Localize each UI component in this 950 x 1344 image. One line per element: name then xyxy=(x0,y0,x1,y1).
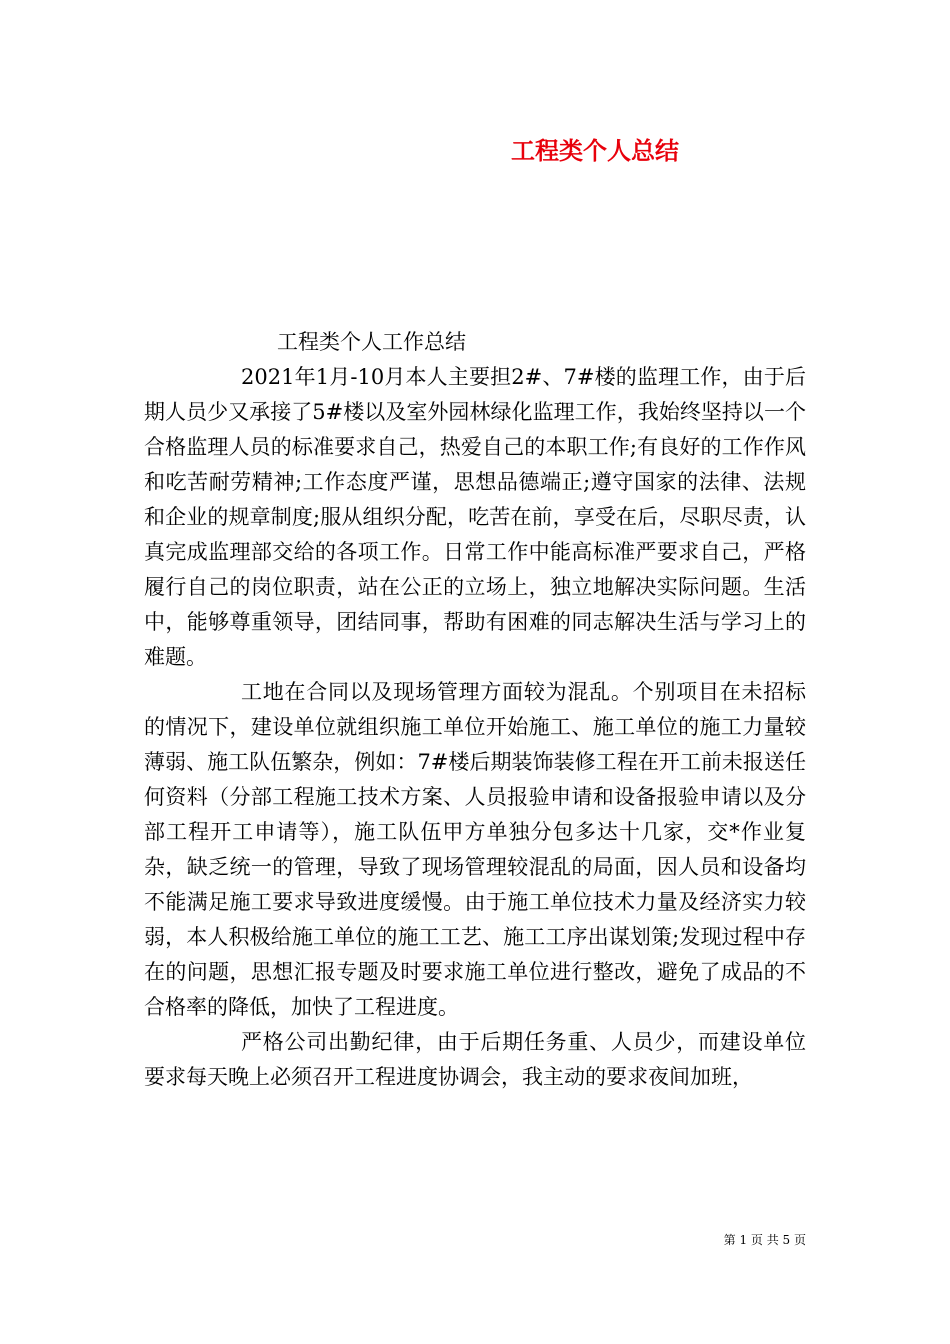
page-number: 第 1 页 共 5 页 xyxy=(723,1233,806,1247)
paragraph: 工地在合同以及现场管理方面较为混乱。个别项目在未招标的情况下，建设单位就组织施工单位开始施工、施工单位的施工力量较薄弱、施工队伍繁杂，例如：7#楼后期装饰装修工程在开工前未报送任何资料（分部工程施工技术方案、人员报验申请和设备报验申请以及分部工程开工申请等），施工队伍甲方单独分包多达十几家，交*作业复杂，缺乏统一的管理，导致了现场管理较混乱的局面，因人员和设备均不能满足施工要求导致进度缓慢。由于施工单位技术力量及经济实力较弱，本人积极给施工单位的施工工艺、施工工序出谋划策;发现过程中存在的问题，思想汇报专题及时要求施工单位进行整改，避免了成品的不合格率的降低，加快了工程进度。 xyxy=(144,680,806,1019)
document-body xyxy=(144,325,806,1095)
paragraph: 严格公司出勤纪律，由于后期任务重、人员少，而建设单位要求每天晚上必须召开工程进度协调会，我主动的要求夜间加班， xyxy=(144,1030,806,1089)
document-subtitle: 工程类个人工作总结 xyxy=(277,330,466,354)
paragraph: 2021年1月-10月本人主要担2#、7#楼的监理工作，由于后期人员少又承接了5#楼以及室外园林绿化监理工作，我始终坚持以一个合格监理人员的标准要求自己，热爱自己的本职工作;有良好的工作作风和吃苦耐劳精神;工作态度严谨，思想品德端正;遵守国家的法律、法规和企业的规章制度;服从组织分配，吃苦在前，享受在后，尽职尽责，认真完成监理部交给的各项工作。日常工作中能高标准严要求自己，严格履行自己的岗位职责，站在公正的立场上，独立地解决实际问题。生活中，能够尊重领导，团结同事，帮助有困难的同志解决生活与学习上的难题。 xyxy=(144,365,806,669)
page-title: 工程类个人总结 xyxy=(511,137,679,165)
